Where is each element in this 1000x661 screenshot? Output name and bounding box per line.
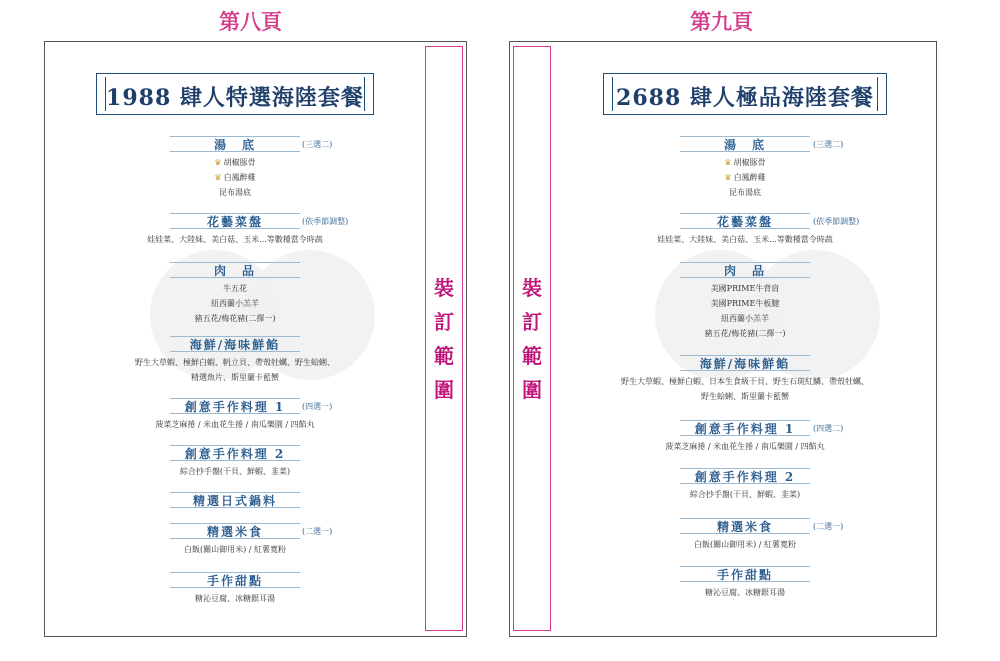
menu-item (545, 539, 945, 550)
section-heading: 精選米食 (680, 518, 810, 534)
section-heading: 手作甜點 (170, 572, 300, 588)
section-heading: 創意手作料理 2 (170, 445, 300, 461)
section-heading: 海鮮/海味鮮餡 (170, 336, 300, 352)
binding-char: 裝 (434, 275, 454, 300)
menu-item-text: 白鳳醉雞 (223, 173, 256, 182)
section-note: (三選二) (302, 140, 333, 149)
menu-item (545, 157, 945, 168)
menu-item-text: 白飯(關山御用米) / 紅薯寬粉 (693, 540, 797, 549)
menu-item-text: 白飯(關山御用米) / 紅薯寬粉 (183, 545, 287, 554)
section-note: (四選二) (813, 424, 844, 433)
binding-char: 訂 (434, 309, 454, 334)
section-note: (三選二) (813, 140, 844, 149)
binding-char: 範 (522, 343, 542, 368)
menu-title-box-left (96, 73, 374, 115)
menu-item-text: 豬五花/梅花豬(二擇一) (704, 329, 786, 338)
menu-item (545, 234, 945, 245)
menu-item-text: 野生大草蝦、極鮮白蝦、帆立貝、帶殼牡蠣、野生蛤蜊、 (135, 358, 335, 367)
menu-item (35, 466, 435, 477)
section-heading: 精選日式鍋料 (170, 492, 300, 508)
menu-item (545, 298, 945, 309)
menu-item (545, 441, 945, 452)
menu-item-text: 紐西蘭小羔羊 (721, 314, 769, 323)
section-heading: 精選米食 (170, 523, 300, 539)
section-heading: 花藝菜盤 (680, 213, 810, 229)
menu-item (35, 234, 435, 245)
crown-icon: ♛ (724, 173, 732, 182)
menu-item (545, 172, 945, 183)
menu-item (35, 298, 435, 309)
menu-item (545, 391, 945, 402)
menu-item (35, 419, 435, 430)
menu-item-text: 菠菜芝麻捲 / 米血花生捲 / 南瓜樂園 / 四餡丸 (155, 420, 315, 429)
menu-title: 2688 肆人極品海陸套餐 (616, 85, 874, 111)
binding-char: 訂 (522, 309, 542, 334)
menu-item-text: 糖沁豆腐、冰糖銀耳湯 (705, 588, 785, 597)
menu-item (545, 313, 945, 324)
menu-item-text: 豬五花/梅花豬(二擇一) (194, 314, 276, 323)
menu-item-text: 菠菜芝麻捲 / 米血花生捲 / 南瓜樂園 / 四餡丸 (665, 442, 825, 451)
menu-item (35, 593, 435, 604)
section-heading: 手作甜點 (680, 566, 810, 582)
section-heading: 創意手作料理 1 (170, 398, 300, 414)
menu-item (545, 187, 945, 198)
menu-item (35, 313, 435, 324)
section-heading: 創意手作料理 1 (680, 420, 810, 436)
section-heading: 肉 品 (170, 262, 300, 278)
binding-char: 裝 (522, 275, 542, 300)
menu-item-text: 昆布湯底 (219, 188, 251, 197)
section-heading: 湯 底 (680, 136, 810, 152)
menu-item-text: 糖沁豆腐、冰糖銀耳湯 (195, 594, 275, 603)
menu-title: 1988 肆人特選海陸套餐 (106, 85, 364, 111)
section-note: (二選一) (302, 527, 333, 536)
menu-item (545, 376, 945, 387)
menu-item-text: 胡椒豚骨 (223, 158, 256, 167)
menu-item (35, 157, 435, 168)
menu-item-text: 綜合抄手盤(干貝、鮮蝦、韭菜) (179, 467, 291, 476)
section-heading: 湯 底 (170, 136, 300, 152)
section-note: (依季節調整) (302, 217, 349, 226)
menu-item-text: 野生蛤蜊、斯里蘭卡藍蟹 (701, 392, 789, 401)
page-label-left: 第八頁 (219, 10, 282, 34)
menu-item (545, 587, 945, 598)
binding-char: 圍 (434, 377, 454, 402)
menu-item (35, 187, 435, 198)
section-heading: 海鮮/海味鮮餡 (680, 355, 810, 371)
menu-item-text: 白鳳醉雞 (733, 173, 766, 182)
crown-icon: ♛ (214, 158, 222, 167)
menu-item-text: 昆布湯底 (729, 188, 761, 197)
menu-item-text: 美國PRIME牛背肩 (710, 284, 780, 293)
section-heading: 肉 品 (680, 262, 810, 278)
menu-title-box-right (603, 73, 887, 115)
menu-item-text: 娃娃菜、大陸妹、美白菇、玉米...等數種當令時蔬 (147, 235, 323, 244)
menu-item-text: 紐西蘭小羔羊 (211, 299, 259, 308)
menu-item (35, 357, 435, 368)
page-label-right: 第九頁 (690, 10, 753, 34)
menu-item (35, 544, 435, 555)
menu-item-text: 胡椒豚骨 (733, 158, 766, 167)
menu-item (35, 283, 435, 294)
menu-item-text: 娃娃菜、大陸妹、美白菇、玉米...等數種當令時蔬 (657, 235, 833, 244)
menu-item (35, 372, 435, 383)
menu-item (545, 328, 945, 339)
section-heading: 花藝菜盤 (170, 213, 300, 229)
binding-char: 圍 (522, 377, 542, 402)
crown-icon: ♛ (214, 173, 222, 182)
menu-item-text: 野生大草蝦、極鮮白蝦、日本生食級干貝、野生石斑紅鱗、帶殼牡蠣、 (621, 377, 869, 386)
menu-item-text: 牛五花 (223, 284, 247, 293)
menu-item (545, 489, 945, 500)
menu-item-text: 綜合抄手盤(干貝、鮮蝦、韭菜) (689, 490, 801, 499)
section-heading: 創意手作料理 2 (680, 468, 810, 484)
section-note: (依季節調整) (813, 217, 860, 226)
crown-icon: ♛ (724, 158, 732, 167)
menu-item (35, 172, 435, 183)
section-note: (二選一) (813, 522, 844, 531)
menu-item (545, 283, 945, 294)
menu-item-text: 美國PRIME牛板腱 (710, 299, 780, 308)
menu-item-text: 精選魚片、斯里蘭卡藍蟹 (191, 373, 279, 382)
binding-char: 範 (434, 343, 454, 368)
section-note: (四選一) (302, 402, 333, 411)
